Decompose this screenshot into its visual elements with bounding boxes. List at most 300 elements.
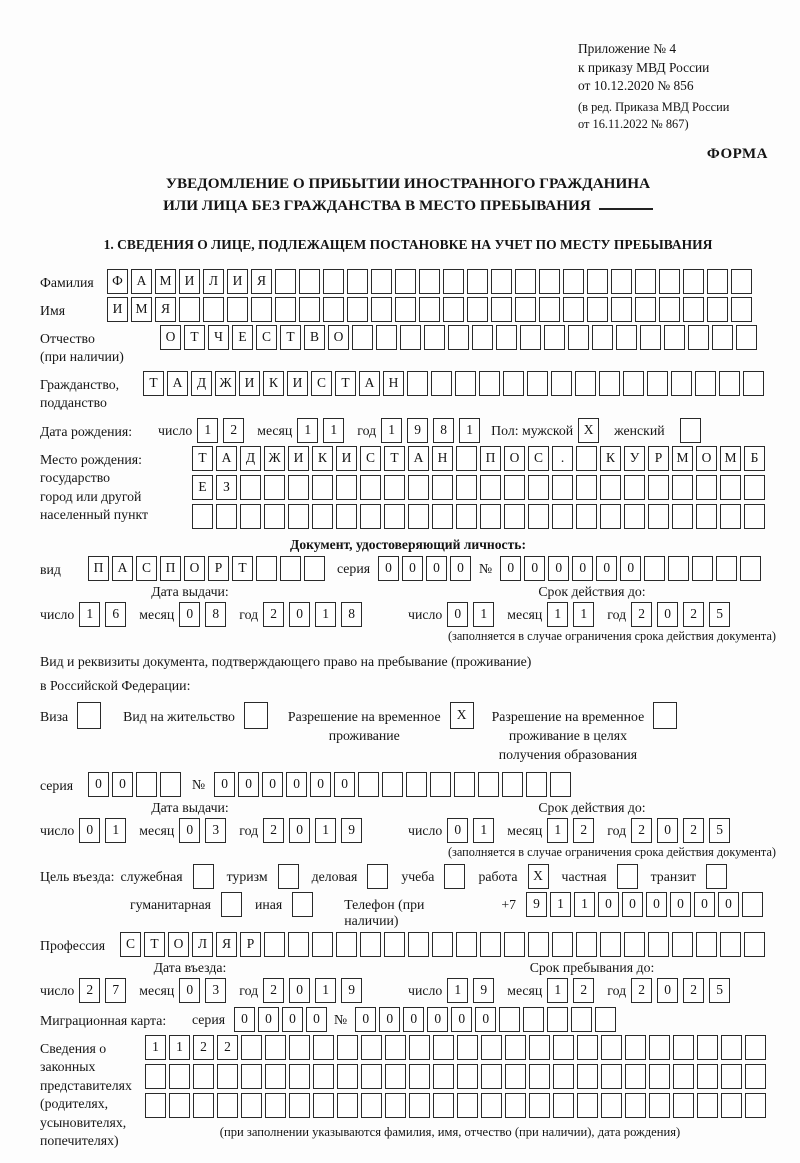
char-box[interactable]: Р [208,556,229,581]
char-box[interactable] [280,556,301,581]
char-box[interactable]: С [360,446,381,471]
char-box[interactable]: 2 [223,418,244,443]
char-box[interactable]: 1 [197,418,218,443]
char-box[interactable] [336,475,357,500]
char-box[interactable] [145,1064,166,1089]
char-box[interactable] [179,297,200,322]
char-box[interactable]: 0 [694,892,715,917]
char-box[interactable]: 1 [459,418,480,443]
checkbox-male[interactable]: X [578,418,599,443]
char-box[interactable] [406,772,427,797]
char-box[interactable] [299,297,320,322]
char-box[interactable]: 0 [179,602,200,627]
char-box[interactable] [648,475,669,500]
char-box[interactable] [481,1064,502,1089]
char-box[interactable]: 0 [572,556,593,581]
char-box[interactable] [563,269,584,294]
char-box[interactable]: Т [232,556,253,581]
char-box[interactable] [313,1064,334,1089]
char-box[interactable]: 0 [596,556,617,581]
char-box[interactable] [360,475,381,500]
char-box[interactable] [433,1035,454,1060]
char-box[interactable] [635,269,656,294]
char-box[interactable]: 2 [79,978,100,1003]
char-box[interactable] [313,1035,334,1060]
char-box[interactable]: М [155,269,176,294]
char-box[interactable] [672,504,693,529]
char-box[interactable] [240,475,261,500]
char-box[interactable] [539,269,560,294]
char-box[interactable] [568,325,589,350]
char-box[interactable]: И [288,446,309,471]
char-box[interactable]: 0 [657,602,678,627]
char-box[interactable] [740,556,761,581]
char-box[interactable] [456,446,477,471]
char-box[interactable] [419,269,440,294]
char-box[interactable] [227,297,248,322]
char-box[interactable] [504,475,525,500]
char-box[interactable] [275,297,296,322]
char-box[interactable]: К [312,446,333,471]
char-box[interactable]: 0 [427,1007,448,1032]
char-box[interactable] [288,475,309,500]
char-box[interactable] [384,504,405,529]
char-box[interactable] [478,772,499,797]
char-box[interactable]: 0 [334,772,355,797]
char-box[interactable]: 0 [598,892,619,917]
char-box[interactable] [265,1093,286,1118]
char-box[interactable]: И [227,269,248,294]
checkbox-work[interactable]: X [528,864,549,889]
char-box[interactable]: 1 [315,602,336,627]
char-box[interactable] [251,297,272,322]
char-box[interactable] [456,932,477,957]
char-box[interactable] [505,1035,526,1060]
char-box[interactable]: С [311,371,332,396]
char-box[interactable]: 5 [709,602,730,627]
char-box[interactable] [385,1064,406,1089]
char-box[interactable]: 2 [263,978,284,1003]
char-box[interactable] [688,325,709,350]
char-box[interactable] [544,325,565,350]
char-box[interactable] [264,932,285,957]
char-box[interactable]: Д [191,371,212,396]
char-box[interactable] [160,772,181,797]
char-box[interactable] [553,1093,574,1118]
char-box[interactable]: 6 [105,602,126,627]
char-box[interactable] [467,269,488,294]
char-box[interactable]: 1 [473,602,494,627]
char-box[interactable] [312,504,333,529]
char-box[interactable]: М [672,446,693,471]
char-box[interactable]: И [336,446,357,471]
char-box[interactable]: 9 [341,978,362,1003]
char-box[interactable]: П [480,446,501,471]
char-box[interactable] [313,1093,334,1118]
char-box[interactable]: 0 [450,556,471,581]
char-box[interactable] [504,932,525,957]
char-box[interactable]: 1 [315,818,336,843]
char-box[interactable]: О [160,325,181,350]
char-box[interactable] [624,475,645,500]
char-box[interactable] [193,1093,214,1118]
char-box[interactable] [491,297,512,322]
char-box[interactable]: 0 [657,978,678,1003]
char-box[interactable]: 9 [473,978,494,1003]
char-box[interactable] [480,504,501,529]
char-box[interactable]: А [359,371,380,396]
char-box[interactable] [547,1007,568,1032]
char-box[interactable]: 0 [646,892,667,917]
char-box[interactable]: 2 [683,602,704,627]
char-box[interactable]: 0 [179,978,200,1003]
char-box[interactable] [697,1035,718,1060]
char-box[interactable] [395,297,416,322]
char-box[interactable]: 1 [145,1035,166,1060]
char-box[interactable] [264,504,285,529]
char-box[interactable] [419,297,440,322]
char-box[interactable] [595,1007,616,1032]
char-box[interactable] [400,325,421,350]
char-box[interactable]: 0 [238,772,259,797]
char-box[interactable]: 2 [217,1035,238,1060]
char-box[interactable]: О [184,556,205,581]
char-box[interactable] [744,475,765,500]
char-box[interactable] [526,772,547,797]
char-box[interactable] [408,932,429,957]
char-box[interactable] [371,297,392,322]
char-box[interactable] [600,932,621,957]
char-box[interactable]: 0 [620,556,641,581]
char-box[interactable] [432,504,453,529]
char-box[interactable]: 2 [683,978,704,1003]
char-box[interactable]: 1 [323,418,344,443]
char-box[interactable]: 0 [88,772,109,797]
char-box[interactable] [240,504,261,529]
char-box[interactable]: 0 [426,556,447,581]
char-box[interactable] [600,475,621,500]
char-box[interactable] [395,269,416,294]
char-box[interactable] [457,1093,478,1118]
char-box[interactable] [553,1064,574,1089]
checkbox-private[interactable] [617,864,638,889]
char-box[interactable] [527,371,548,396]
char-box[interactable]: 0 [258,1007,279,1032]
char-box[interactable]: 0 [657,818,678,843]
char-box[interactable]: А [216,446,237,471]
char-box[interactable] [528,932,549,957]
char-box[interactable] [707,297,728,322]
char-box[interactable] [289,1093,310,1118]
char-box[interactable] [635,297,656,322]
char-box[interactable] [742,892,763,917]
char-box[interactable] [515,269,536,294]
char-box[interactable]: С [256,325,277,350]
char-box[interactable] [347,269,368,294]
char-box[interactable] [577,1064,598,1089]
char-box[interactable]: 0 [179,818,200,843]
char-box[interactable]: 0 [289,818,310,843]
char-box[interactable]: Ф [107,269,128,294]
char-box[interactable] [289,1035,310,1060]
char-box[interactable] [648,932,669,957]
char-box[interactable] [241,1064,262,1089]
char-box[interactable]: И [179,269,200,294]
char-box[interactable] [203,297,224,322]
char-box[interactable] [454,772,475,797]
char-box[interactable]: 0 [524,556,545,581]
char-box[interactable] [745,1035,766,1060]
char-box[interactable] [256,556,277,581]
char-box[interactable] [576,504,597,529]
char-box[interactable] [479,371,500,396]
char-box[interactable]: Т [335,371,356,396]
char-box[interactable] [431,371,452,396]
char-box[interactable]: О [168,932,189,957]
char-box[interactable] [601,1093,622,1118]
char-box[interactable] [360,932,381,957]
char-box[interactable]: Ч [208,325,229,350]
char-box[interactable]: М [720,446,741,471]
char-box[interactable] [361,1064,382,1089]
char-box[interactable]: 0 [622,892,643,917]
char-box[interactable] [265,1035,286,1060]
char-box[interactable]: 0 [447,818,468,843]
char-box[interactable] [520,325,541,350]
char-box[interactable]: 0 [79,818,100,843]
char-box[interactable]: 0 [306,1007,327,1032]
char-box[interactable]: 0 [718,892,739,917]
char-box[interactable] [504,504,525,529]
char-box[interactable]: 2 [263,602,284,627]
char-box[interactable] [697,1093,718,1118]
char-box[interactable] [384,475,405,500]
char-box[interactable]: 0 [214,772,235,797]
char-box[interactable]: П [160,556,181,581]
char-box[interactable]: К [263,371,284,396]
char-box[interactable]: 2 [631,978,652,1003]
char-box[interactable] [337,1035,358,1060]
char-box[interactable]: Я [155,297,176,322]
char-box[interactable] [424,325,445,350]
char-box[interactable] [744,504,765,529]
char-box[interactable] [600,504,621,529]
char-box[interactable] [216,504,237,529]
char-box[interactable] [659,269,680,294]
char-box[interactable] [382,772,403,797]
char-box[interactable]: 2 [631,602,652,627]
char-box[interactable]: 1 [547,602,568,627]
char-box[interactable] [576,446,597,471]
char-box[interactable] [672,475,693,500]
char-box[interactable] [721,1064,742,1089]
char-box[interactable] [433,1064,454,1089]
char-box[interactable] [648,504,669,529]
checkbox-study[interactable] [444,864,465,889]
char-box[interactable] [683,269,704,294]
char-box[interactable]: О [504,446,525,471]
char-box[interactable] [264,475,285,500]
char-box[interactable]: Ж [264,446,285,471]
char-box[interactable] [385,1093,406,1118]
char-box[interactable]: П [88,556,109,581]
char-box[interactable] [288,504,309,529]
char-box[interactable] [720,475,741,500]
char-box[interactable] [712,325,733,350]
char-box[interactable]: 8 [205,602,226,627]
checkbox-official[interactable] [193,864,214,889]
char-box[interactable] [336,504,357,529]
char-box[interactable]: В [304,325,325,350]
char-box[interactable] [376,325,397,350]
char-box[interactable] [692,556,713,581]
checkbox-tourism[interactable] [278,864,299,889]
char-box[interactable] [323,297,344,322]
char-box[interactable] [576,932,597,957]
char-box[interactable]: 1 [547,818,568,843]
char-box[interactable]: 8 [433,418,454,443]
char-box[interactable] [673,1064,694,1089]
char-box[interactable] [529,1064,550,1089]
char-box[interactable]: А [408,446,429,471]
char-box[interactable] [599,371,620,396]
char-box[interactable] [625,1093,646,1118]
char-box[interactable] [528,504,549,529]
char-box[interactable] [456,475,477,500]
char-box[interactable] [430,772,451,797]
char-box[interactable]: 3 [205,818,226,843]
char-box[interactable] [448,325,469,350]
char-box[interactable] [577,1035,598,1060]
char-box[interactable]: . [552,446,573,471]
char-box[interactable]: 0 [402,556,423,581]
char-box[interactable] [664,325,685,350]
char-box[interactable]: 1 [547,978,568,1003]
char-box[interactable]: 0 [355,1007,376,1032]
char-box[interactable] [571,1007,592,1032]
char-box[interactable]: Р [240,932,261,957]
char-box[interactable]: Н [432,446,453,471]
char-box[interactable] [719,371,740,396]
char-box[interactable]: 1 [447,978,468,1003]
char-box[interactable] [361,1035,382,1060]
char-box[interactable] [409,1035,430,1060]
char-box[interactable] [616,325,637,350]
char-box[interactable] [649,1093,670,1118]
char-box[interactable] [408,504,429,529]
char-box[interactable] [576,475,597,500]
char-box[interactable] [696,932,717,957]
char-box[interactable] [502,772,523,797]
char-box[interactable]: Т [192,446,213,471]
char-box[interactable] [528,475,549,500]
char-box[interactable] [499,1007,520,1032]
char-box[interactable]: А [167,371,188,396]
char-box[interactable]: 9 [341,818,362,843]
char-box[interactable]: 9 [526,892,547,917]
char-box[interactable]: 1 [169,1035,190,1060]
char-box[interactable] [145,1093,166,1118]
checkbox-residence-permit[interactable] [244,702,268,729]
char-box[interactable] [575,371,596,396]
char-box[interactable] [288,932,309,957]
char-box[interactable]: 8 [341,602,362,627]
char-box[interactable] [337,1064,358,1089]
char-box[interactable] [721,1093,742,1118]
char-box[interactable]: 1 [297,418,318,443]
char-box[interactable] [265,1064,286,1089]
char-box[interactable] [707,269,728,294]
char-box[interactable] [407,371,428,396]
char-box[interactable] [275,269,296,294]
char-box[interactable] [731,269,752,294]
char-box[interactable]: 0 [282,1007,303,1032]
char-box[interactable] [592,325,613,350]
char-box[interactable]: 1 [573,602,594,627]
char-box[interactable] [384,932,405,957]
char-box[interactable] [624,932,645,957]
char-box[interactable] [481,1093,502,1118]
char-box[interactable] [480,475,501,500]
char-box[interactable]: 0 [475,1007,496,1032]
char-box[interactable] [241,1035,262,1060]
char-box[interactable] [408,475,429,500]
char-box[interactable]: 0 [500,556,521,581]
char-box[interactable]: 2 [631,818,652,843]
char-box[interactable] [505,1093,526,1118]
char-box[interactable] [457,1035,478,1060]
char-box[interactable] [480,932,501,957]
char-box[interactable] [683,297,704,322]
checkbox-humanitarian[interactable] [221,892,242,917]
char-box[interactable]: 0 [286,772,307,797]
char-box[interactable]: Т [143,371,164,396]
char-box[interactable] [515,297,536,322]
char-box[interactable] [241,1093,262,1118]
char-box[interactable]: Б [744,446,765,471]
char-box[interactable]: 0 [379,1007,400,1032]
char-box[interactable]: 1 [79,602,100,627]
checkbox-business[interactable] [367,864,388,889]
char-box[interactable] [457,1064,478,1089]
char-box[interactable] [529,1093,550,1118]
char-box[interactable] [577,1093,598,1118]
char-box[interactable] [299,269,320,294]
char-box[interactable]: С [120,932,141,957]
char-box[interactable]: Л [192,932,213,957]
char-box[interactable] [505,1064,526,1089]
char-box[interactable] [625,1064,646,1089]
char-box[interactable]: Н [383,371,404,396]
checkbox-other[interactable] [292,892,313,917]
char-box[interactable] [587,269,608,294]
char-box[interactable]: 2 [263,818,284,843]
char-box[interactable] [659,297,680,322]
char-box[interactable]: 1 [105,818,126,843]
char-box[interactable]: 7 [105,978,126,1003]
char-box[interactable] [743,371,764,396]
char-box[interactable]: Р [648,446,669,471]
char-box[interactable]: Т [184,325,205,350]
char-box[interactable] [503,371,524,396]
char-box[interactable]: 5 [709,978,730,1003]
char-box[interactable]: 0 [403,1007,424,1032]
char-box[interactable]: 0 [289,602,310,627]
char-box[interactable] [601,1035,622,1060]
char-box[interactable] [672,932,693,957]
char-box[interactable] [695,371,716,396]
char-box[interactable] [673,1093,694,1118]
